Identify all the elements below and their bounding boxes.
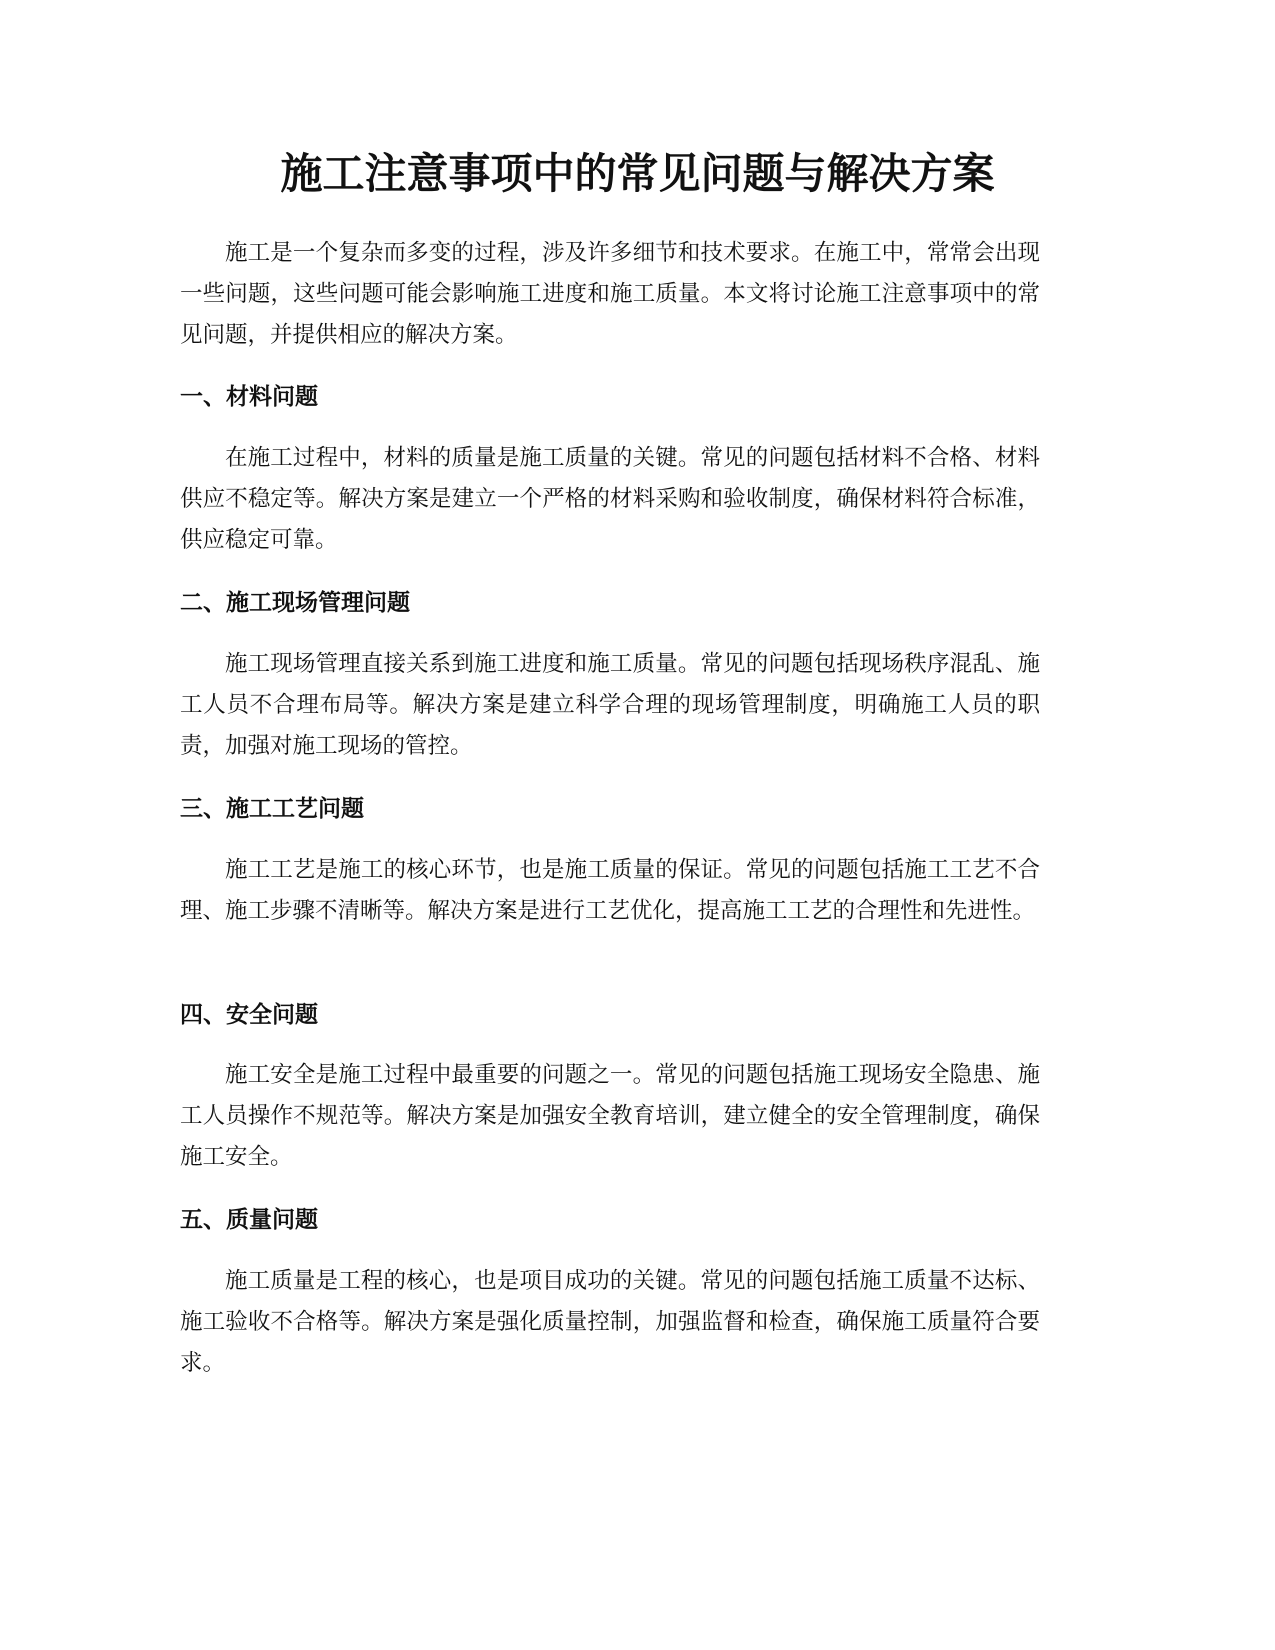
section-body-process: 施工工艺是施工的核心环节，也是施工质量的保证。常见的问题包括施工工艺不合理、施工步骤不清晰等。解决方案是进行工艺优化，提高施工工艺的合理性和先进性。 bbox=[180, 857, 1040, 924]
section-heading-process: 三、施工工艺问题 bbox=[180, 796, 364, 822]
section-heading-materials: 一、材料问题 bbox=[180, 384, 318, 410]
section-body-safety: 施工安全是施工过程中最重要的问题之一。常见的问题包括施工现场安全隐患、施工人员操作不规范等。解决方案是加强安全教育培训，建立健全的安全管理制度，确保施工安全。 bbox=[180, 1062, 1040, 1170]
section-heading-site-management: 二、施工现场管理问题 bbox=[180, 590, 410, 616]
section-heading-quality: 五、质量问题 bbox=[180, 1207, 318, 1233]
section-body-quality: 施工质量是工程的核心，也是项目成功的关键。常见的问题包括施工质量不达标、施工验收不合格等。解决方案是强化质量控制，加强监督和检查，确保施工质量符合要求。 bbox=[180, 1268, 1040, 1376]
document-title: 施工注意事项中的常见问题与解决方案 bbox=[280, 149, 995, 198]
section-body-materials: 在施工过程中，材料的质量是施工质量的关键。常见的问题包括材料不合格、材料供应不稳定等。解决方案是建立一个严格的材料采购和验收制度，确保材料符合标准，供应稳定可靠。 bbox=[180, 445, 1040, 553]
section-body-site-management: 施工现场管理直接关系到施工进度和施工质量。常见的问题包括现场秩序混乱、施工人员不合理布局等。解决方案是建立科学合理的现场管理制度，明确施工人员的职责，加强对施工现场的管控。 bbox=[180, 651, 1040, 759]
section-heading-safety: 四、安全问题 bbox=[180, 1002, 318, 1028]
intro-paragraph: 施工是一个复杂而多变的过程，涉及许多细节和技术要求。在施工中，常常会出现一些问题，这些问题可能会影响施工进度和施工质量。本文将讨论施工注意事项中的常见问题，并提供相应的解决方案。 bbox=[180, 240, 1040, 348]
